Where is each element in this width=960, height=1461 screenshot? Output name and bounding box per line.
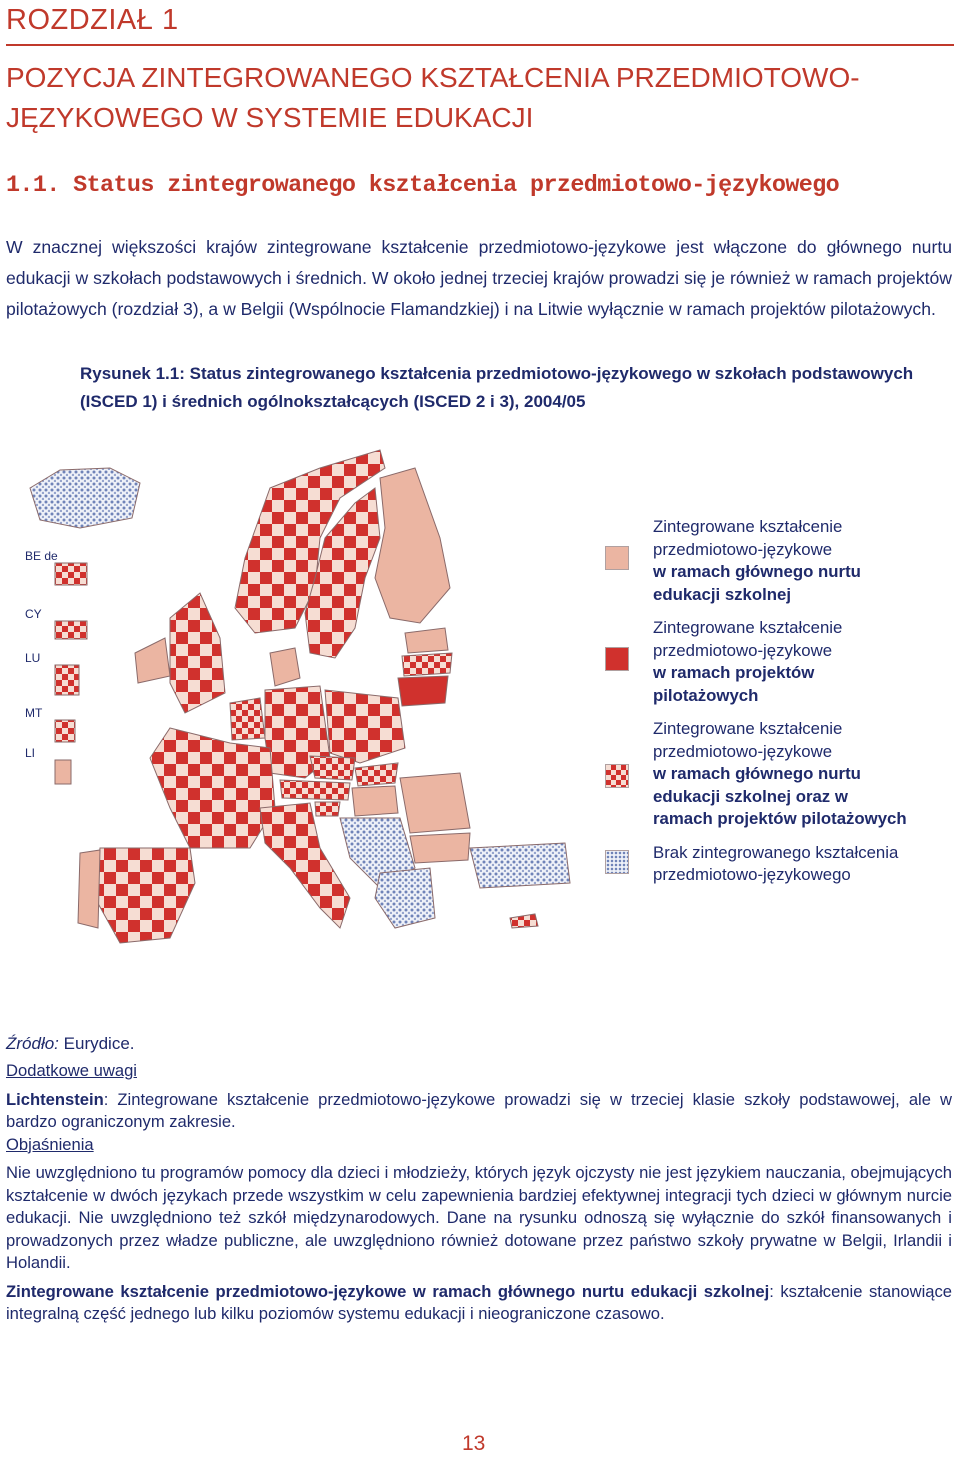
map-benelux — [230, 698, 265, 740]
map-romania — [400, 773, 470, 833]
map-uk — [170, 593, 225, 713]
chapter-label: ROZDZIAŁ 1 — [6, 4, 179, 36]
inset-li — [55, 760, 71, 784]
legend-text: Zintegrowane kształcenie przedmiotowo-językowe — [653, 517, 843, 559]
map-finland — [375, 468, 450, 623]
map-estonia — [405, 628, 448, 653]
map-latvia — [402, 653, 452, 676]
explanations-text: Nie uwzględniono tu programów pomocy dla dzieci i młodzieży, których język ojczysty nie jest językiem nauczania, obejmujących kształcenie w dwóch językach przede wszystkim w celu zapewnienia bardziej efektywnej integracji tych dzieci w głównym nurcie edukacji. Nie uwzględniono też szkół międzynarodowych. Dane na rysunku odnoszą się wyłącznie do szkół finansowanych i prowadzonych przez władze publiczne, ale uwzględniono również dotowane przez państwo szkoły prywatne w Belgii, Irlandii i Holandii. — [6, 1163, 952, 1272]
legend-item-none — [600, 842, 910, 887]
notes-block — [6, 1060, 952, 1326]
legend-bold-text: w ramach głównego nurtu edukacji szkolnej oraz w ramach projektów pilotażowych — [653, 764, 907, 828]
europe-map — [20, 428, 595, 968]
map-spain — [95, 848, 195, 943]
figure-caption: Rysunek 1.1: Status zintegrowanego kształcenia przedmiotowo-językowego w szkołach podstawowych (ISCED 1) i średnich ogólnokształcących (ISCED 2 i 3), 2004/05 — [80, 364, 914, 411]
map-portugal — [78, 850, 100, 928]
map-lithuania — [398, 676, 448, 706]
legend-swatch-both — [605, 764, 629, 788]
legend-bold-text: w ramach głównego nurtu edukacji szkolnej — [653, 562, 861, 604]
map-italy — [260, 803, 350, 928]
map-slovenia — [315, 802, 340, 816]
definition-text: : kształcenie stanowiące integralną część jednego lub kilku poziomów systemu edukacji i nieograniczone czasowo. — [6, 1281, 953, 1323]
source-line — [6, 1034, 135, 1054]
source-value: Eurydice. — [58, 1034, 135, 1053]
map-czechia — [310, 756, 355, 780]
map-bulgaria — [410, 833, 470, 863]
legend-text: Brak zintegrowanego kształcenia przedmiotowo-językowego — [653, 842, 899, 884]
section-title: 1.1. Status zintegrowanego kształcenia przedmiotowo-językowego — [6, 173, 840, 199]
definition-term: Zintegrowane kształcenie przedmiotowo-językowe w ramach głównego nurtu edukacji szkolnej — [6, 1281, 770, 1301]
legend-item-mainstream — [600, 516, 910, 606]
map-legend — [600, 516, 910, 898]
note-li-label: Lichtenstein — [6, 1089, 104, 1109]
chapter-rule — [6, 44, 954, 46]
inset-mt — [55, 720, 75, 742]
legend-text: Zintegrowane kształcenie przedmiotowo-językowe — [653, 719, 843, 761]
map-iceland — [30, 468, 140, 528]
map-austria — [280, 780, 350, 800]
additional-notes-heading: Dodatkowe uwagi — [6, 1061, 137, 1080]
inset-label-mt: MT — [25, 706, 43, 720]
map-hungary — [352, 786, 398, 816]
inset-label-cy: CY — [25, 607, 42, 621]
inset-label-be: BE de — [25, 549, 58, 563]
map-denmark — [270, 648, 300, 686]
chapter-title: POZYCJA ZINTEGROWANEGO KSZTAŁCENIA PRZEDMIOTOWO-JĘZYKOWEGO W SYSTEMIE EDUKACJI — [6, 62, 860, 133]
map-greece — [375, 868, 435, 928]
inset-label-lu: LU — [25, 651, 41, 665]
legend-swatch-pilot — [605, 647, 629, 671]
page-number: 13 — [462, 1432, 486, 1455]
legend-swatch-none — [605, 850, 629, 874]
inset-lu — [55, 665, 79, 695]
map-poland — [325, 690, 405, 763]
inset-cy — [55, 621, 87, 639]
inset-label-li: LI — [25, 746, 36, 760]
note-li-text: : Zintegrowane kształcenie przedmiotowo-językowe prowadzi się w trzeciej klasie szkoły podstawowej, ale w bardzo ograniczonym zakresie. — [6, 1089, 952, 1131]
explanations-heading: Objaśnienia — [6, 1134, 94, 1154]
legend-item-both — [600, 718, 910, 831]
legend-bold-text: w ramach projektów pilotażowych — [653, 663, 815, 705]
inset-be — [55, 563, 87, 585]
map-ireland — [135, 638, 170, 683]
map-slovakia — [355, 763, 398, 786]
legend-swatch-mainstream — [605, 546, 629, 570]
source-label: Źródło: — [6, 1034, 59, 1053]
map-cyprus — [510, 914, 538, 928]
intro-paragraph: W znacznej większości krajów zintegrowane kształcenie przedmiotowo-językowe jest włączone do głównego nurtu edukacji w szkołach podstawowych i średnich. W około jednej trzeciej krajów prowadzi się je również w ramach projektów pilotażowych (rozdział 3), a w Belgii (Wspólnocie Flamandzkiej) i na Litwie wyłącznie w ramach projektów pilotażowych. — [6, 237, 952, 319]
legend-item-pilot — [600, 617, 910, 707]
map-france — [150, 728, 275, 848]
map-turkey — [470, 843, 570, 888]
legend-text: Zintegrowane kształcenie przedmiotowo-językowe — [653, 618, 843, 660]
